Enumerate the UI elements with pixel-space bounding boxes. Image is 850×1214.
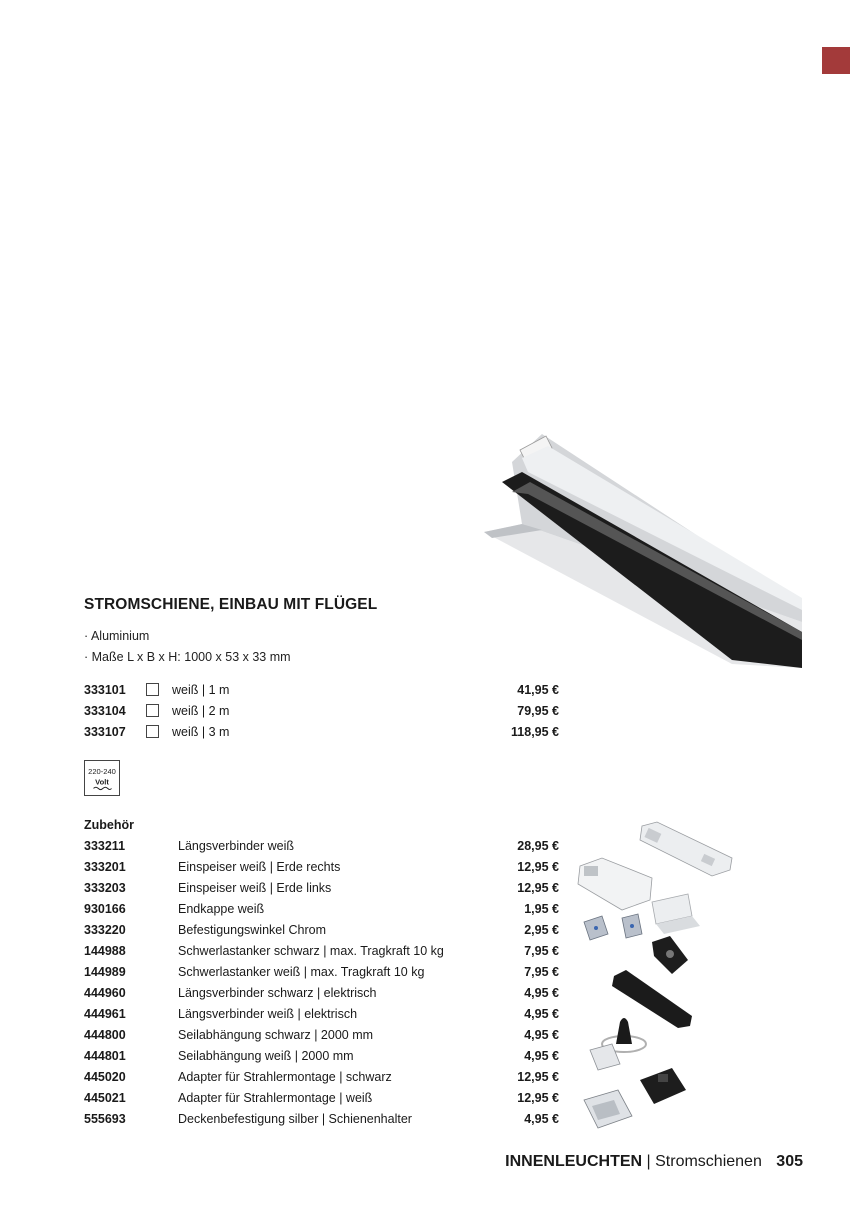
voltage-range: 220-240 (88, 767, 116, 777)
article-number: 444801 (84, 1049, 126, 1063)
article-number: 930166 (84, 902, 126, 916)
chapter-color-tab (822, 47, 850, 74)
end-cap-icon (652, 894, 700, 934)
accessory-row (84, 1067, 559, 1088)
adapter-black-icon (640, 1068, 686, 1104)
order-checkbox[interactable] (146, 704, 159, 717)
ceiling-holder-icon (584, 1090, 632, 1128)
footer-subsection: Stromschienen (655, 1153, 762, 1170)
variant-price: 118,95 € (511, 725, 559, 739)
article-number: 444960 (84, 986, 126, 1000)
heavy-anchor-black-icon (652, 936, 688, 974)
accessory-price: 12,95 € (517, 1070, 559, 1084)
variant-description: weiß | 3 m (172, 725, 230, 739)
accessory-row (84, 941, 559, 962)
track-rail-image (482, 432, 804, 670)
order-checkbox[interactable] (146, 683, 159, 696)
accessory-description: Schwerlastanker schwarz | max. Tragkraft 10 kg (178, 944, 444, 958)
accessory-description: Endkappe weiß (178, 902, 265, 916)
variant-row (84, 680, 559, 701)
voltage-badge-icon (84, 760, 120, 796)
feature-item: · Maße L x B x H: 1000 x 53 x 33 mm (84, 650, 291, 664)
adapter-white-icon (590, 1044, 620, 1070)
accessory-description: Längsverbinder schwarz | elektrisch (178, 986, 377, 1000)
variant-table (84, 680, 559, 743)
connector-white-icon (640, 822, 732, 876)
accessory-row (84, 1004, 559, 1025)
article-number: 144988 (84, 944, 126, 958)
footer-section: INNENLEUCHTEN (505, 1153, 643, 1170)
accessory-description: Adapter für Strahlermontage | weiß (178, 1091, 373, 1105)
accessory-description: Einspeiser weiß | Erde rechts (178, 860, 341, 874)
accessory-row (84, 857, 559, 878)
order-checkbox[interactable] (146, 725, 159, 738)
page-number: 305 (776, 1153, 803, 1170)
accessories-heading: Zubehör (84, 818, 134, 832)
accessory-price: 4,95 € (524, 986, 559, 1000)
feeder-white-icon (578, 858, 652, 910)
accessory-price: 4,95 € (524, 1112, 559, 1126)
variant-description: weiß | 1 m (172, 683, 230, 697)
accessories-table (84, 836, 559, 1130)
accessory-description: Deckenbefestigung silber | Schienenhalter (178, 1112, 412, 1126)
article-number: 333201 (84, 860, 126, 874)
accessory-description: Seilabhängung schwarz | 2000 mm (178, 1028, 374, 1042)
accessory-price: 4,95 € (524, 1049, 559, 1063)
article-number: 333211 (84, 839, 126, 853)
accessory-row (84, 920, 559, 941)
article-number: 144989 (84, 965, 126, 979)
feature-list (84, 626, 291, 668)
accessory-row (84, 899, 559, 920)
accessory-row (84, 1046, 559, 1067)
variant-description: weiß | 2 m (172, 704, 230, 718)
article-number: 333104 (84, 704, 126, 718)
accessory-price: 1,95 € (524, 902, 559, 916)
article-number: 555693 (84, 1112, 126, 1126)
accessory-row (84, 962, 559, 983)
accessories-collage-image (562, 818, 742, 1133)
accessory-row (84, 983, 559, 1004)
accessory-price: 7,95 € (524, 965, 559, 979)
accessory-price: 28,95 € (517, 839, 559, 853)
accessory-description: Befestigungswinkel Chrom (178, 923, 326, 937)
article-number: 444800 (84, 1028, 126, 1042)
article-number: 444961 (84, 1007, 126, 1021)
article-number: 333107 (84, 725, 126, 739)
accessory-price: 12,95 € (517, 881, 559, 895)
accessory-description: Längsverbinder weiß (178, 839, 295, 853)
accessory-price: 7,95 € (524, 944, 559, 958)
bracket-chrome-icon (584, 914, 642, 940)
accessory-row (84, 836, 559, 857)
accessory-price: 12,95 € (517, 1091, 559, 1105)
article-number: 445020 (84, 1070, 126, 1084)
article-number: 333220 (84, 923, 126, 937)
voltage-unit: Volt (95, 777, 109, 787)
accessory-row (84, 1088, 559, 1109)
variant-price: 41,95 € (517, 683, 559, 697)
variant-row (84, 701, 559, 722)
product-title: STROMSCHIENE, EINBAU MIT FLÜGEL (84, 596, 378, 613)
article-number: 333203 (84, 881, 126, 895)
accessory-description: Seilabhängung weiß | 2000 mm (178, 1049, 354, 1063)
accessory-price: 2,95 € (524, 923, 559, 937)
variant-row (84, 722, 559, 743)
accessory-price: 4,95 € (524, 1007, 559, 1021)
article-number: 333101 (84, 683, 126, 697)
article-number: 445021 (84, 1091, 126, 1105)
page-footer (505, 1153, 803, 1171)
variant-price: 79,95 € (517, 704, 559, 718)
accessory-description: Einspeiser weiß | Erde links (178, 881, 332, 895)
accessory-description: Längsverbinder weiß | elektrisch (178, 1007, 358, 1021)
feature-item: · Aluminium (84, 629, 150, 643)
accessory-row (84, 1109, 559, 1130)
accessory-price: 4,95 € (524, 1028, 559, 1042)
footer-separator: | (646, 1153, 651, 1170)
accessory-row (84, 1025, 559, 1046)
accessory-description: Schwerlastanker weiß | max. Tragkraft 10 kg (178, 965, 425, 979)
accessory-description: Adapter für Strahlermontage | schwarz (178, 1070, 392, 1084)
accessory-row (84, 878, 559, 899)
accessory-price: 12,95 € (517, 860, 559, 874)
